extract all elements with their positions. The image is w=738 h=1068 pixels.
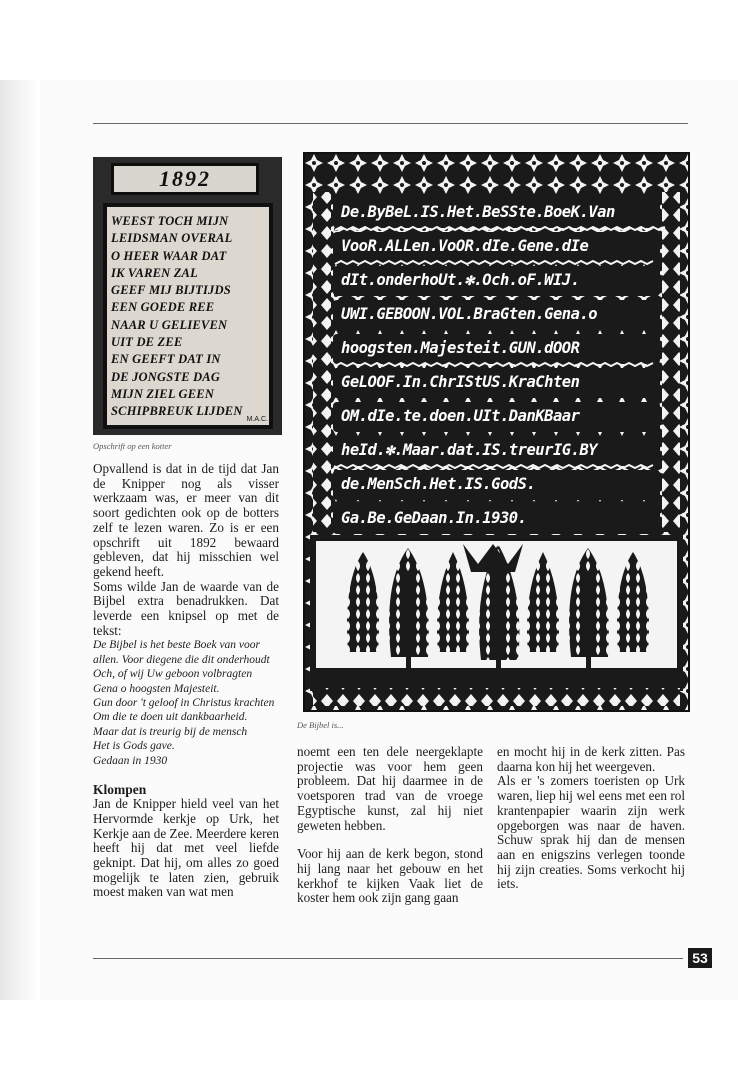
poem-line: Het is Gods gave. <box>93 740 175 753</box>
poem-line: Om die te doen uit dankbaarheid. <box>93 711 248 724</box>
plaque-board <box>103 203 273 429</box>
papercut-line: Ga.Be.GeDaan.In.1930. <box>341 509 527 527</box>
plaque-line: NAAR U GELIEVEN <box>111 317 228 332</box>
book-gutter <box>0 80 40 1000</box>
plaque-line: EEN GOEDE REE <box>111 300 215 315</box>
top-rule <box>93 123 688 124</box>
plaque-line: LEIDSMAN OVERAL <box>111 231 233 246</box>
papercut-line: de.MenSch.Het.IS.GodS. <box>341 475 536 493</box>
plaque-line: MIJN ZIEL GEEN <box>111 386 215 401</box>
papercut-line: dIt.onderhoUt.✻.Och.oF.WIJ. <box>341 271 580 289</box>
column-1 <box>93 462 279 900</box>
paragraph: en mocht hij in de kerk zitten. Pas daarna kon hij het weergeven. <box>497 744 685 774</box>
poem-line: Gun door 't geloof in Christus krachten <box>93 697 275 710</box>
column-2 <box>297 745 483 906</box>
plaque-line: O HEER WAAR DAT <box>111 248 227 263</box>
poem <box>93 638 279 768</box>
plaque-line: DE JONGSTE DAG <box>111 369 221 384</box>
plaque-line: WEEST TOCH MIJN <box>111 214 229 228</box>
bottom-rule <box>93 958 683 959</box>
plaque-line: GEEF MIJ BIJTIJDS <box>111 283 231 298</box>
paragraph: noemt een ten dele neergeklapte projectie was voor hem geen probleem. Dat hij daarmee in de voetsporen trad van de vroege Egyptische kunst, zal hij niet geweten hebben. <box>297 744 483 833</box>
plaque-line: IK VAREN ZAL <box>111 265 198 280</box>
poem-line: Maar dat is treurig bij de mensch <box>93 725 248 738</box>
page-number: 53 <box>688 948 712 968</box>
plaque-caption: Opschrift op een kotter <box>93 441 172 451</box>
paragraph: Als er 's zomers toeristen op Urk waren, liep hij wel eens met een rol krantenpapier waarin zijn werk opgeborgen was naar de haven. Schuw sprak hij dan de mensen aan en enigszins verlegen toonde hij zijn creaties. Soms verkocht hij iets. <box>497 773 685 892</box>
papercut-line: De.ByBeL.IS.Het.BeSSte.BoeK.Van <box>341 203 615 221</box>
paragraph: Soms wilde Jan de waarde van de Bijbel extra benadrukken. Dat leverde een knipsel op met de tekst: <box>93 578 279 638</box>
plaque-year: 1892 <box>111 163 259 195</box>
papercut-artwork <box>303 152 690 712</box>
papercut-line: VooR.ALLen.VoOR.dIe.Gene.dIe <box>341 237 589 255</box>
papercut-line: hoogsten.Majesteit.GUN.dOOR <box>341 339 580 357</box>
plaque-line: UIT DE ZEE <box>111 335 183 350</box>
section-heading: Klompen <box>93 782 147 798</box>
papercut-caption: De Bijbel is... <box>297 720 344 730</box>
papercut-line: GeLOOF.In.ChrIStUS.KraChten <box>341 373 580 391</box>
plaque-line: SCHIPBREUK LIJDEN <box>111 404 243 419</box>
papercut-line: heId.✻.Maar.dat.IS.treurIG.BY <box>341 441 598 459</box>
plaque-mark: M.A.C. <box>246 416 268 423</box>
poem-line: Och, of wij Uw geboon volbragten <box>93 668 253 681</box>
papercut-line: OM.dIe.te.doen.UIt.DanKBaar <box>341 407 580 425</box>
papercut-line: UWI.GEBOON.VOL.BraGten.Gena.o <box>341 305 598 323</box>
poem-line: De Bijbel is het beste Boek van voor <box>93 639 261 652</box>
plaque-line: EN GEEFT DAT IN <box>111 352 221 367</box>
paragraph: Jan de Knipper hield veel van het Hervormde kerkje op Urk, het Kerkje aan de Zee. Meerdere keren heeft hij dat met veel liefde geknipt. Dat hij, om alles zo goed mogelijk te laten zien, gebruik moest maken van wat men <box>93 796 279 900</box>
plaque-photo <box>93 157 282 435</box>
paragraph: Opvallend is dat in de tijd dat Jan de Knipper nog als visser werkzaam was, er meer van dit soort gedichten ook op de botters zelf te lezen waren. Zo is er een opschrift uit 1892 bewaard gebleven, dat hij misschien wel gekend heeft. <box>93 461 279 579</box>
poem-line: Gedaan in 1930 <box>93 754 168 767</box>
poem-line: allen. Voor diegene die dit onderhoudt <box>93 653 270 666</box>
column-3 <box>497 745 685 892</box>
paragraph: Voor hij aan de kerk begon, stond hij lang naar het gebouw en het kerkhof te kijken Vaak liet de koster hem ook zijn gang gaan <box>297 846 483 906</box>
papercut-image <box>303 152 690 712</box>
poem-line: Gena o hoogsten Majesteit. <box>93 682 220 695</box>
